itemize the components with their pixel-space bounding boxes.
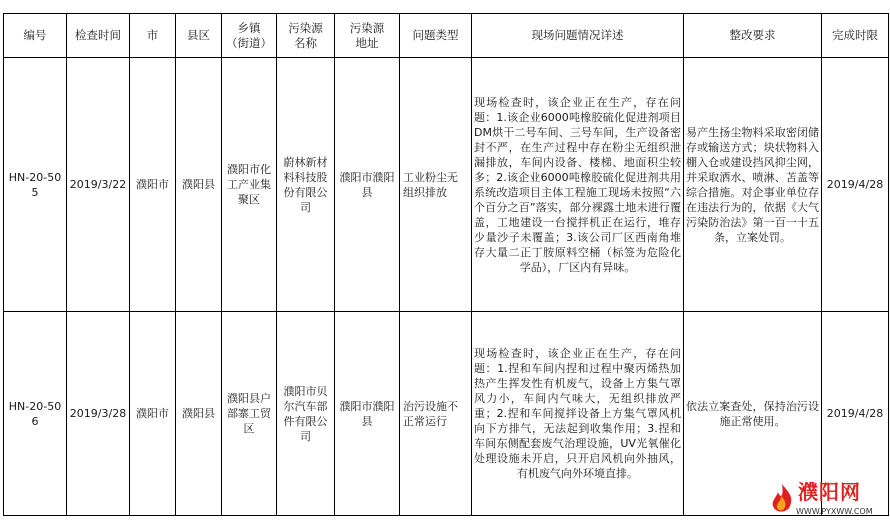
cell-problem-type: 治污设施不正常运行 <box>400 312 472 516</box>
cell-town: 濮阳市化工产业集聚区 <box>222 58 277 312</box>
header-city: 市 <box>130 14 176 58</box>
table-row <box>4 58 889 312</box>
cell-deadline: 2019/4/28 <box>822 58 889 312</box>
cell-county: 濮阳县 <box>176 58 222 312</box>
header-town: 乡镇 （街道） <box>222 14 277 58</box>
cell-id: HN-20-506 <box>4 312 67 516</box>
header-deadline: 完成时限 <box>822 14 889 58</box>
cell-source-name: 蔚林新材料科技股份有限公司 <box>277 58 335 312</box>
header-date: 检查时间 <box>67 14 130 58</box>
header-problem-type: 问题类型 <box>400 14 472 58</box>
cell-date: 2019/3/28 <box>67 312 130 516</box>
watermark-name: 濮阳网 <box>798 480 861 504</box>
header-county: 县区 <box>176 14 222 58</box>
cell-city: 濮阳市 <box>130 312 176 516</box>
header-row <box>4 14 889 58</box>
cell-details: 现场检查时，该企业正在生产，存在问题：1.该企业6000吨橡胶硫化促进剂项目DM烘干二号车间、三号车间，生产设备密封不严，在生产过程中存在粉尘无组织泄漏排放，车间内设备、楼梯、地面积尘较多；2.该企业6000吨橡胶硫化促进剂共用系统改造项目主体工程施工现场未按照“六个百分之百”落实，部分裸露土地未进行覆盖，工地建设一台搅拌机正在运行，堆存少量沙子未覆盖；3.该公司厂区西南角堆存大量二正丁胺原料空桶（标签为危险化学品），厂区内有异味。 <box>472 58 684 312</box>
header-details: 现场问题情况详述 <box>472 14 684 58</box>
cell-town: 濮阳县户部寨工贸区 <box>222 312 277 516</box>
cell-details: 现场检查时，该企业正在生产，存在问题：1.捏和车间内捏和过程中聚丙烯热加热产生挥发性有机废气，设备上方集气罩风力小，车间内气味大，无组织排放严重；2.捏和车间搅拌设备上方集气罩风机向下方排气，无法起到收集作用；3.捏和车间东侧配套废气治理设施，UV光氧催化处理设施未开启，只开启风机向外抽风，有机废气向外环境直排。 <box>472 312 684 516</box>
site-watermark <box>766 480 886 520</box>
header-id: 编号 <box>4 14 67 58</box>
flame-logo-icon <box>766 482 798 516</box>
cell-requirement: 易产生扬尘物料采取密闭储存或输送方式；块状物料入棚入仓或建设挡风抑尘网，并采取洒水、喷淋、苫盖等综合措施。对企事业单位存在违法行为的，依据《大气污染防治法》第一百一十五条，立案处罚。 <box>684 58 822 312</box>
cell-problem-type: 工业粉尘无组织排放 <box>400 58 472 312</box>
header-source-name: 污染源 名称 <box>277 14 335 58</box>
cell-date: 2019/3/22 <box>67 58 130 312</box>
cell-source-addr: 濮阳市濮阳县 <box>335 58 400 312</box>
cell-id: HN-20-505 <box>4 58 67 312</box>
cell-deadline: 2019/4/28 <box>822 312 889 516</box>
table-row <box>4 312 889 516</box>
cell-source-addr: 濮阳市濮阳县 <box>335 312 400 516</box>
cell-city: 濮阳市 <box>130 58 176 312</box>
header-requirement: 整改要求 <box>684 14 822 58</box>
cell-county: 濮阳县 <box>176 312 222 516</box>
watermark-url: WWW.PYXWW.COM <box>796 507 873 516</box>
cell-requirement: 依法立案查处，保持治污设施正常使用。 <box>684 312 822 516</box>
inspection-table <box>3 13 889 516</box>
cell-source-name: 濮阳市贝尔汽车部件有限公司 <box>277 312 335 516</box>
header-source-addr: 污染源 地址 <box>335 14 400 58</box>
